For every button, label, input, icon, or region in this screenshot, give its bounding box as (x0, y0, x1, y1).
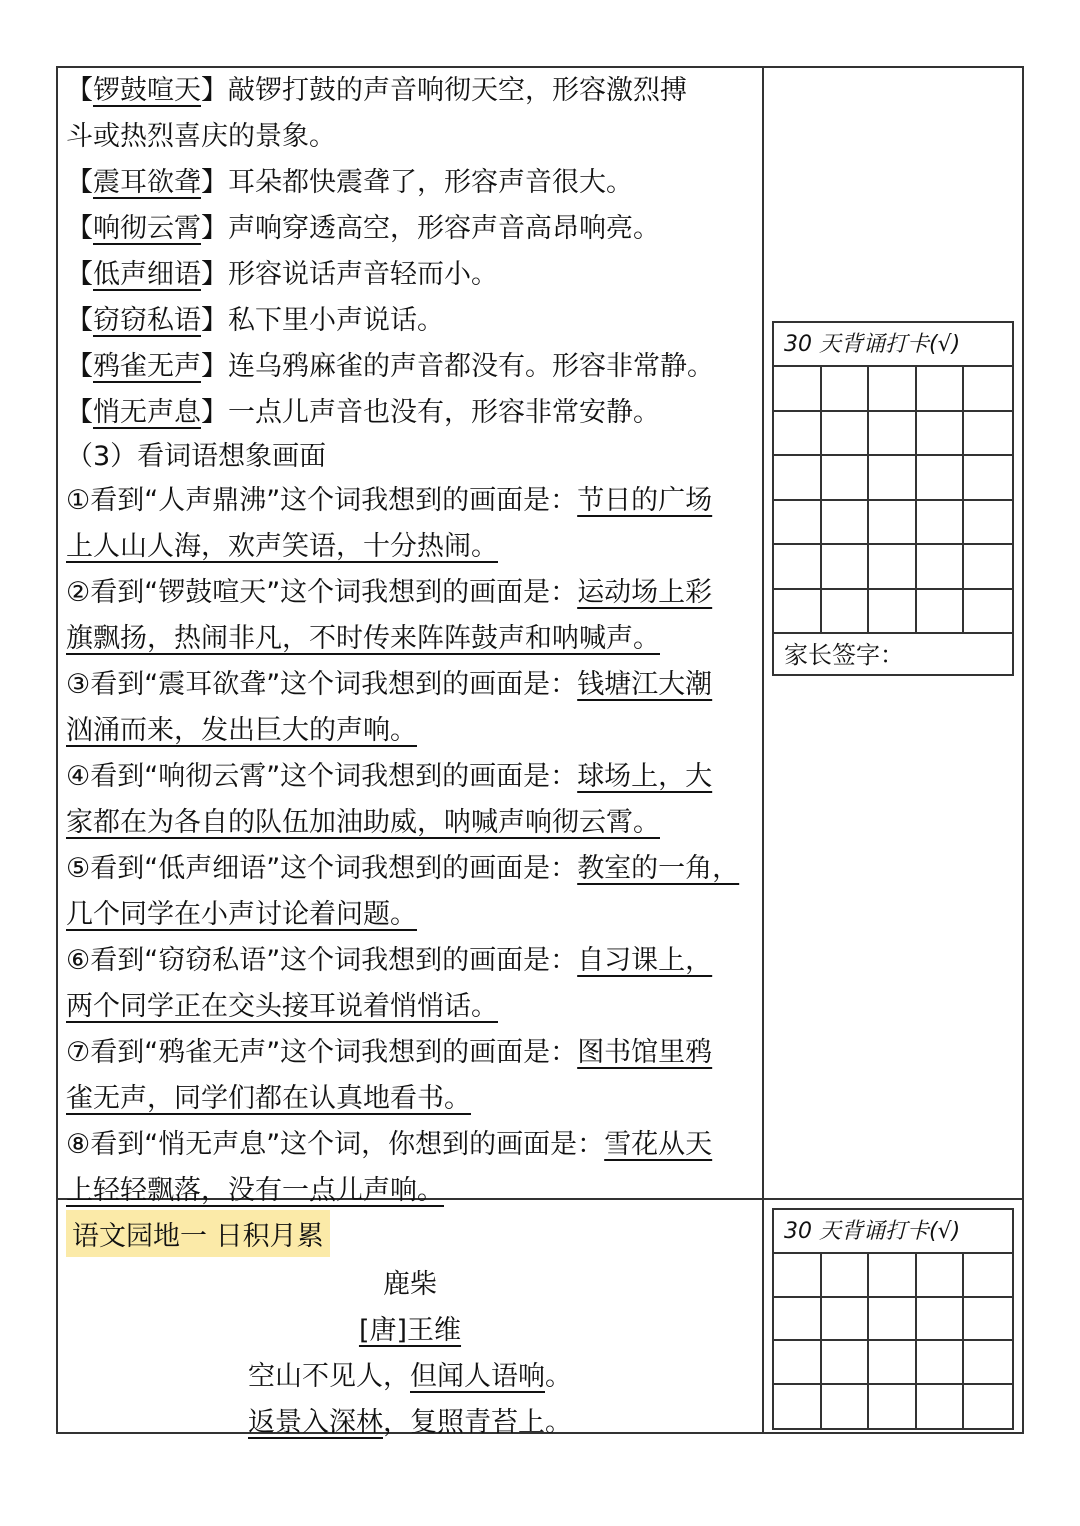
checkin-card-2 (772, 1208, 1014, 1430)
idiom-line-4: 【低声细语】形容说话声音轻而小。 (66, 259, 498, 290)
poem-line-2: 返景入深林，复照青苔上。 (248, 1407, 572, 1438)
checkin-cell[interactable] (774, 456, 822, 501)
checkin-cell[interactable] (869, 1254, 917, 1298)
scene-8-answer: 上轻轻飘落，没有一点儿声响。 (66, 1175, 444, 1206)
checkin-cell[interactable] (964, 590, 1012, 635)
checkin-cell[interactable] (964, 367, 1012, 412)
checkin-grid (774, 367, 1012, 634)
scene-7-answer: 雀无声，同学们都在认真地看书。 (66, 1083, 471, 1114)
checkin-cell[interactable] (917, 412, 965, 457)
checkin-cell[interactable] (917, 367, 965, 412)
checkin-cell[interactable] (964, 456, 1012, 501)
checkin-cell[interactable] (822, 1298, 870, 1342)
checkin-cell[interactable] (869, 1298, 917, 1342)
checkin-cell[interactable] (774, 412, 822, 457)
checkin-cell[interactable] (917, 545, 965, 590)
checkin-cell[interactable] (822, 501, 870, 546)
idiom-line-1: 【锣鼓喧天】敲锣打鼓的声音响彻天空，形容激烈搏 (66, 75, 687, 106)
checkin-cell[interactable] (774, 501, 822, 546)
checkin-cell[interactable] (964, 412, 1012, 457)
section-2-heading: 语文园地一 日积月累 (66, 1210, 330, 1257)
checkin-cell[interactable] (964, 501, 1012, 546)
checkin-cell[interactable] (869, 501, 917, 546)
checkin-cell[interactable] (822, 456, 870, 501)
checkin-cell[interactable] (822, 1341, 870, 1385)
scene-1-prompt: ①看到“人声鼎沸”这个词我想到的画面是：节日的广场 (66, 485, 713, 516)
checkin-cell[interactable] (822, 412, 870, 457)
idiom-line-1-cont: 斗或热烈喜庆的景象。 (66, 121, 336, 152)
checkin-cell[interactable] (964, 1254, 1012, 1298)
checkin-cell[interactable] (964, 545, 1012, 590)
scene-6-answer: 两个同学正在交头接耳说着悄悄话。 (66, 991, 498, 1022)
checkin-cell[interactable] (869, 1385, 917, 1429)
checkin-grid-2 (774, 1254, 1012, 1428)
checkin-cell[interactable] (917, 1254, 965, 1298)
idiom-line-5: 【窃窃私语】私下里小声说话。 (66, 305, 444, 336)
checkin-cell[interactable] (774, 367, 822, 412)
checkin-cell[interactable] (869, 367, 917, 412)
checkin-card-2-title: 30 天背诵打卡(√) (774, 1210, 1012, 1254)
checkin-cell[interactable] (822, 367, 870, 412)
scene-3-prompt: ③看到“震耳欲聋”这个词我想到的画面是：钱塘江大潮 (66, 669, 713, 700)
checkin-card-1 (772, 321, 1014, 676)
column-divider (762, 66, 764, 1434)
checkin-cell[interactable] (822, 1254, 870, 1298)
checkin-cell[interactable] (869, 545, 917, 590)
scene-8-prompt: ⑧看到“悄无声息”这个词，你想到的画面是：雪花从天 (66, 1129, 713, 1160)
checkin-cell[interactable] (917, 590, 965, 635)
scene-4-answer: 家都在为各自的队伍加油助威，呐喊声响彻云霄。 (66, 807, 660, 838)
checkin-cell[interactable] (774, 1341, 822, 1385)
checkin-cell[interactable] (774, 590, 822, 635)
checkin-cell[interactable] (774, 1298, 822, 1342)
checkin-cell[interactable] (917, 501, 965, 546)
checkin-cell[interactable] (822, 590, 870, 635)
idiom-line-7: 【悄无声息】一点儿声音也没有，形容非常安静。 (66, 397, 660, 428)
scene-3-answer: 汹涌而来，发出巨大的声响。 (66, 715, 417, 746)
idiom-line-6: 【鸦雀无声】连乌鸦麻雀的声音都没有。形容非常静。 (66, 351, 714, 382)
idiom-line-3: 【响彻云霄】声响穿透高空，形容声音高昂响亮。 (66, 213, 660, 244)
checkin-cell[interactable] (869, 412, 917, 457)
parent-signature-field[interactable]: 家长签字： (774, 632, 1012, 674)
scene-1-answer: 上人山人海，欢声笑语，十分热闹。 (66, 531, 498, 562)
scene-5-prompt: ⑤看到“低声细语”这个词我想到的画面是：教室的一角， (66, 853, 740, 884)
checkin-cell[interactable] (917, 1385, 965, 1429)
checkin-cell[interactable] (964, 1385, 1012, 1429)
checkin-card-title: 30 天背诵打卡(√) (774, 323, 1012, 367)
checkin-cell[interactable] (964, 1341, 1012, 1385)
scene-4-prompt: ④看到“响彻云霄”这个词我想到的画面是：球场上，大 (66, 761, 713, 792)
checkin-cell[interactable] (869, 456, 917, 501)
scene-5-answer: 几个同学在小声讨论着问题。 (66, 899, 417, 930)
scene-6-prompt: ⑥看到“窃窃私语”这个词我想到的画面是：自习课上， (66, 945, 713, 976)
checkin-cell[interactable] (964, 1298, 1012, 1342)
checkin-cell[interactable] (917, 1341, 965, 1385)
checkin-cell[interactable] (774, 1385, 822, 1429)
checkin-cell[interactable] (822, 1385, 870, 1429)
scene-2-answer: 旗飘扬，热闹非凡，不时传来阵阵鼓声和呐喊声。 (66, 623, 660, 654)
section-3-heading: （3）看词语想象画面 (66, 441, 327, 472)
checkin-cell[interactable] (774, 1254, 822, 1298)
checkin-cell[interactable] (917, 1298, 965, 1342)
scene-2-prompt: ②看到“锣鼓喧天”这个词我想到的画面是：运动场上彩 (66, 577, 713, 608)
poem-line-1: 空山不见人，但闻人语响。 (248, 1361, 572, 1392)
checkin-cell[interactable] (822, 545, 870, 590)
checkin-cell[interactable] (774, 545, 822, 590)
checkin-cell[interactable] (869, 590, 917, 635)
poem-title: 鹿柴 (383, 1269, 437, 1300)
idiom-line-2: 【震耳欲聋】耳朵都快震聋了，形容声音很大。 (66, 167, 633, 198)
scene-7-prompt: ⑦看到“鸦雀无声”这个词我想到的画面是：图书馆里鸦 (66, 1037, 713, 1068)
checkin-cell[interactable] (917, 456, 965, 501)
checkin-cell[interactable] (869, 1341, 917, 1385)
poem-author: [唐]王维 (358, 1315, 462, 1346)
